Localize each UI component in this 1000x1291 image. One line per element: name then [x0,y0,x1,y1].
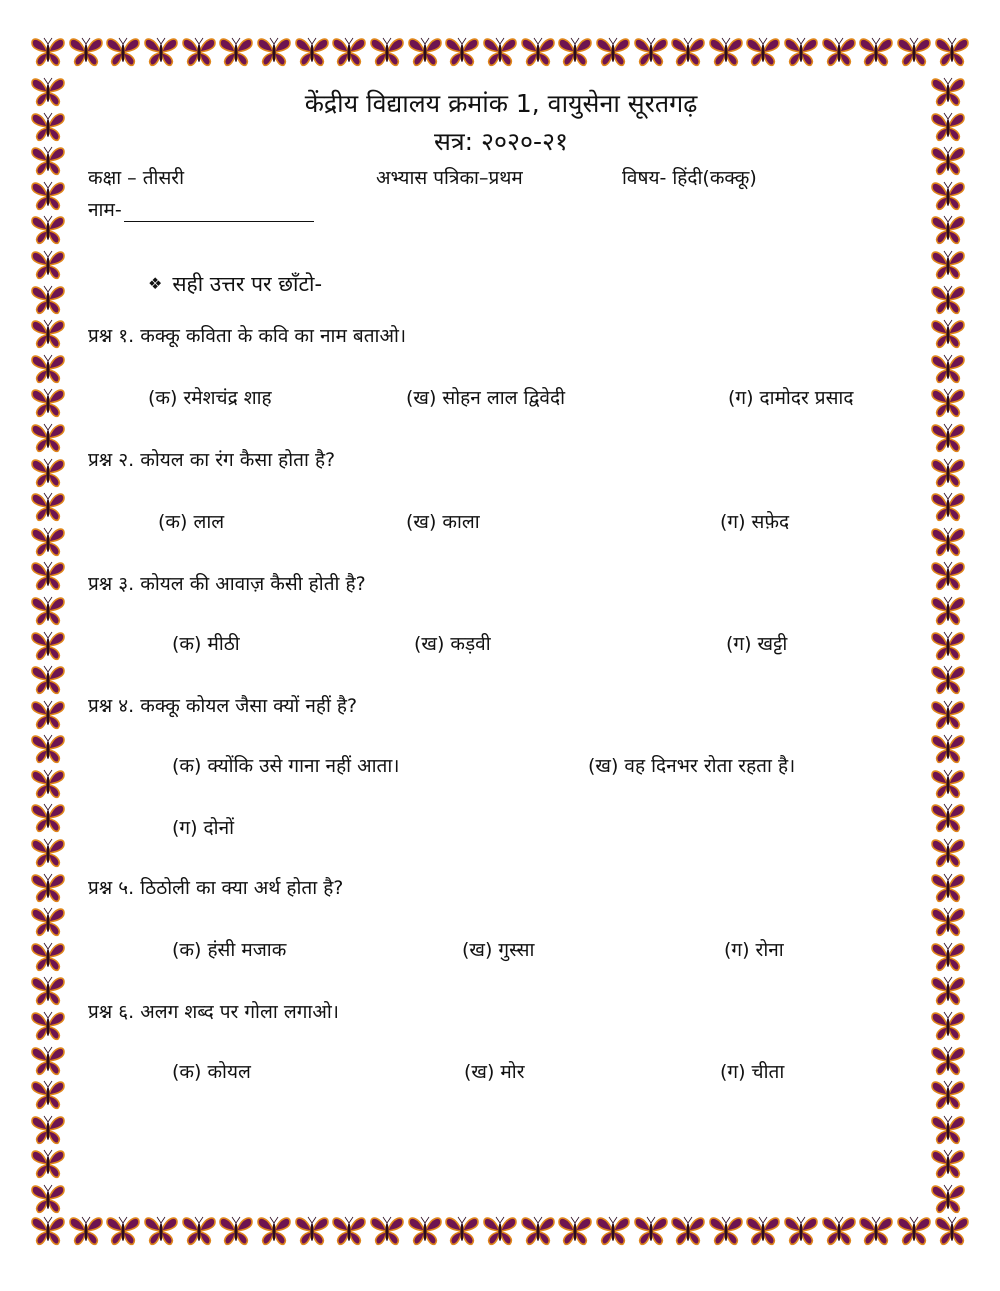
option-4-c[interactable]: (ग) दोनों [172,817,235,839]
butterfly-icon [930,1183,966,1215]
butterfly-icon [708,36,744,68]
question-2: प्रश्न २. कोयल का रंग कैसा होता है? [88,449,336,471]
option-5-b[interactable]: (ख) गुस्सा [462,939,535,961]
butterfly-icon [633,36,669,68]
butterfly-icon [930,630,966,662]
butterfly-icon [369,1215,405,1247]
butterfly-icon [105,36,141,68]
instruction-text: सही उत्तर पर छाँटो- [172,272,323,296]
butterfly-icon [30,802,66,834]
butterfly-icon [30,595,66,627]
butterfly-icon [30,422,66,454]
butterfly-icon [930,837,966,869]
butterfly-icon [708,1215,744,1247]
session-title: सत्र: २०२०-२१ [433,127,569,156]
butterfly-icon [930,387,966,419]
butterfly-icon [105,1215,141,1247]
worksheet [88,80,914,1200]
butterfly-icon [934,1215,970,1247]
butterfly-icon [30,111,66,143]
butterfly-icon [181,36,217,68]
option-1-b[interactable]: (ख) सोहन लाल द्विवेदी [406,387,565,409]
butterfly-icon [444,1215,480,1247]
butterfly-icon [30,975,66,1007]
butterfly-icon [934,36,970,68]
butterfly-icon [331,1215,367,1247]
border-left [30,76,70,1215]
butterfly-icon [30,76,66,108]
option-2-a[interactable]: (क) लाल [158,511,225,533]
butterfly-icon [557,36,593,68]
butterfly-icon [930,768,966,800]
butterfly-icon [30,1045,66,1077]
butterfly-icon [30,214,66,246]
butterfly-icon [30,699,66,731]
butterfly-icon [633,1215,669,1247]
instruction [148,270,322,298]
butterfly-icon [482,36,518,68]
butterfly-icon [30,1114,66,1146]
butterfly-icon [930,76,966,108]
butterfly-icon [256,1215,292,1247]
butterfly-icon [407,36,443,68]
butterfly-icon [30,630,66,662]
butterfly-icon [68,1215,104,1247]
butterfly-icon [30,768,66,800]
butterfly-icon [30,353,66,385]
butterfly-icon [256,36,292,68]
butterfly-icon [557,1215,593,1247]
option-3-b[interactable]: (ख) कड़वी [414,633,491,655]
butterfly-icon [30,837,66,869]
option-4-a[interactable]: (क) क्योंकि उसे गाना नहीं आता। [172,755,400,777]
question-5: प्रश्न ५. ठिठोली का क्या अर्थ होता है? [88,877,344,899]
option-6-b[interactable]: (ख) मोर [464,1061,525,1083]
butterfly-icon [30,1010,66,1042]
butterfly-icon [30,1215,66,1247]
butterfly-icon [930,180,966,212]
butterfly-icon [369,36,405,68]
butterfly-icon [745,1215,781,1247]
butterfly-icon [858,1215,894,1247]
butterfly-icon [930,526,966,558]
butterfly-icon [30,145,66,177]
butterfly-icon [930,560,966,592]
butterfly-icon [595,36,631,68]
butterfly-icon [745,36,781,68]
butterfly-icon [930,699,966,731]
butterfly-icon [30,284,66,316]
butterfly-icon [930,664,966,696]
butterfly-icon [294,36,330,68]
butterfly-icon [30,1079,66,1111]
butterfly-icon [30,387,66,419]
worksheet-label: अभ्यास पत्रिका–प्रथम [376,167,523,189]
butterfly-icon [181,1215,217,1247]
butterfly-icon [821,36,857,68]
question-6: प्रश्न ६. अलग शब्द पर गोला लगाओ। [88,1001,339,1023]
butterfly-icon [670,36,706,68]
question-3: प्रश्न ३. कोयल की आवाज़ कैसी होती है? [88,573,366,595]
class-label: कक्षा – तीसरी [88,167,185,189]
butterfly-icon [30,318,66,350]
butterfly-icon [30,733,66,765]
butterfly-icon [783,36,819,68]
butterfly-icon [896,1215,932,1247]
butterfly-icon [930,1114,966,1146]
butterfly-icon [218,1215,254,1247]
option-6-a[interactable]: (क) कोयल [172,1061,251,1083]
butterfly-icon [331,36,367,68]
butterfly-icon [670,1215,706,1247]
butterfly-icon [30,560,66,592]
butterfly-icon [930,1079,966,1111]
butterfly-icon [218,36,254,68]
butterfly-icon [482,1215,518,1247]
subject-label: विषय- हिंदी(कक्कू) [622,167,757,189]
butterfly-icon [930,318,966,350]
butterfly-icon [930,941,966,973]
butterfly-icon [30,457,66,489]
butterfly-icon [30,36,66,68]
butterfly-icon [294,1215,330,1247]
butterfly-icon [896,36,932,68]
question-4: प्रश्न ४. कक्कू कोयल जैसा क्यों नहीं है? [88,695,358,717]
butterfly-icon [930,214,966,246]
butterfly-icon [30,491,66,523]
butterfly-icon [595,1215,631,1247]
butterfly-icon [930,1010,966,1042]
butterfly-icon [68,36,104,68]
butterfly-icon [930,353,966,385]
butterfly-icon [407,1215,443,1247]
butterfly-icon [930,491,966,523]
butterfly-icon [783,1215,819,1247]
question-1: प्रश्न १. कक्कू कविता के कवि का नाम बताओ। [88,325,407,347]
butterfly-icon [930,906,966,938]
butterfly-icon [930,733,966,765]
butterfly-icon [930,595,966,627]
option-5-a[interactable]: (क) हंसी मजाक [172,939,287,961]
option-1-c[interactable]: (ग) दामोदर प्रसाद [728,387,854,409]
butterfly-icon [143,36,179,68]
option-3-a[interactable]: (क) मीठी [172,633,240,655]
butterfly-icon [930,872,966,904]
butterfly-icon [30,872,66,904]
butterfly-icon [30,664,66,696]
butterfly-icon [143,1215,179,1247]
option-2-c[interactable]: (ग) सफ़ेद [720,511,790,533]
butterfly-icon [30,526,66,558]
name-label: नाम- [88,199,122,221]
butterfly-icon [821,1215,857,1247]
butterfly-icon [930,111,966,143]
butterfly-icon [930,284,966,316]
butterfly-icon [30,180,66,212]
butterfly-icon [520,36,556,68]
name-blank[interactable] [124,203,314,222]
option-2-b[interactable]: (ख) काला [406,511,480,533]
butterfly-icon [930,1148,966,1180]
butterfly-icon [30,249,66,281]
option-1-a[interactable]: (क) रमेशचंद्र शाह [148,387,272,409]
option-3-c[interactable]: (ग) खट्टी [726,633,788,655]
butterfly-icon [930,145,966,177]
diamond-bullet-icon: ❖ [148,274,163,293]
butterfly-icon [930,422,966,454]
butterfly-icon [930,975,966,1007]
option-6-c[interactable]: (ग) चीता [720,1061,785,1083]
butterfly-icon [444,36,480,68]
butterfly-icon [30,941,66,973]
border-right [930,76,970,1215]
butterfly-icon [930,457,966,489]
name-field[interactable] [88,196,314,222]
option-4-b[interactable]: (ख) वह दिनभर रोता रहता है। [588,755,796,777]
school-title: केंद्रीय विद्यालय क्रमांक 1, वायुसेना सूरतगढ़ [304,89,698,118]
butterfly-icon [930,1045,966,1077]
butterfly-icon [858,36,894,68]
butterfly-icon [30,1148,66,1180]
butterfly-icon [520,1215,556,1247]
butterfly-icon [930,249,966,281]
border-top [30,36,970,76]
butterfly-icon [30,906,66,938]
border-bottom [30,1215,970,1255]
butterfly-icon [30,1183,66,1215]
option-5-c[interactable]: (ग) रोना [724,939,784,961]
butterfly-icon [930,802,966,834]
